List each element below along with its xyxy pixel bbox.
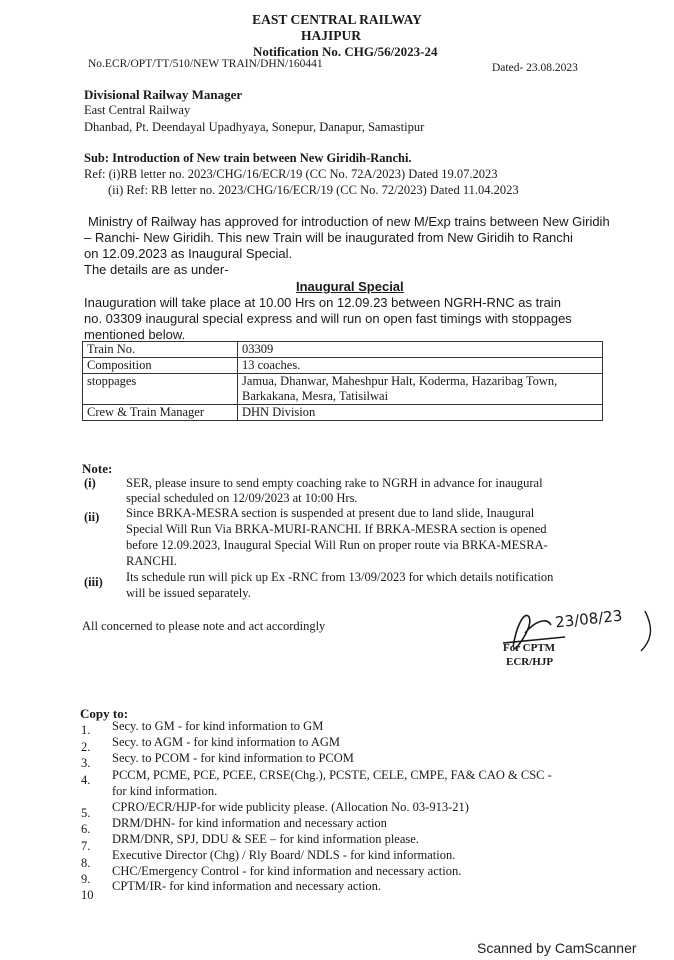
copy-number: 3. xyxy=(81,756,91,770)
table-cell-value xyxy=(238,374,603,405)
place-heading: HAJIPUR xyxy=(301,28,361,43)
subject-line: Sub: Introduction of New train between New Giridih-Ranchi. xyxy=(84,151,412,165)
addressee-places: Dhanbad, Pt. Deendayal Upadhyaya, Sonepur, Danapur, Samastipur xyxy=(84,120,425,134)
copy-item-7: DRM/DNR, SPJ, DDU & SEE – for kind information please. xyxy=(112,832,419,846)
stoppages-line-2: Barkakana, Mesra, Tatisilwai xyxy=(242,389,389,403)
note-number: (i) xyxy=(84,476,96,490)
reference-2: (ii) Ref: RB letter no. 2023/CHG/16/ECR/19 (CC No. 72/2023) Dated 11.04.2023 xyxy=(108,183,519,197)
note-1-line-1: SER, please insure to send empty coaching rake to NGRH in advance for inaugural xyxy=(126,476,543,490)
handwritten-date: 23/08/23 xyxy=(554,606,624,632)
copy-number: 8. xyxy=(81,856,91,870)
table-cell-value: DHN Division xyxy=(238,405,603,421)
copy-number: 10 xyxy=(81,888,94,902)
signature-for: For CPTM xyxy=(503,642,556,654)
copy-item-8: Executive Director (Chg) / Rly Board/ NDLS - for kind information. xyxy=(112,848,456,862)
copy-number: 4. xyxy=(81,773,91,787)
dated: Dated- 23.08.2023 xyxy=(492,62,578,74)
intro-line-3: on 12.09.2023 as Inaugural Special. xyxy=(84,246,293,261)
copy-number: 2. xyxy=(81,740,91,754)
copy-item-3: Secy. to PCOM - for kind information to PCOM xyxy=(112,751,354,765)
copy-item-10: CPTM/IR- for kind information and necessary action. xyxy=(112,879,382,893)
table-cell-label: stoppages xyxy=(83,374,238,405)
inaugural-line-2: no. 03309 inaugural special express and will run on open fast timings with stoppages xyxy=(84,311,572,326)
scanner-watermark: Scanned by CamScanner xyxy=(477,940,637,956)
inaugural-heading: Inaugural Special xyxy=(296,279,404,294)
reference-number: No.ECR/OPT/TT/510/NEW TRAIN/DHN/160441 xyxy=(88,58,323,70)
note-2-line-4: RANCHI. xyxy=(126,554,178,568)
table-row xyxy=(83,342,603,358)
intro-line-1: Ministry of Railway has approved for introduction of new M/Exp trains between New Giridih xyxy=(88,214,610,229)
note-2-line-1: Since BRKA-MESRA section is suspended at present due to land slide, Inaugural xyxy=(126,506,535,520)
table-row xyxy=(83,405,603,421)
copy-item-4: PCCM, PCME, PCE, PCEE, CRSE(Chg.), PCSTE, CELE, CMPE, FA& CAO & CSC - xyxy=(112,768,552,782)
addressee-org: East Central Railway xyxy=(84,103,191,117)
intro-line-2: – Ranchi- New Giridih. This new Train will be inaugurated from New Giridih to Ranchi xyxy=(84,230,573,245)
table-row xyxy=(83,374,603,405)
copy-to-heading: Copy to: xyxy=(80,706,129,721)
notification-number: Notification No. CHG/56/2023-24 xyxy=(253,44,438,59)
table-cell-label: Composition xyxy=(83,358,238,374)
table-cell-value: 13 coaches. xyxy=(238,358,603,374)
copy-item-5: CPRO/ECR/HJP-for wide publicity please. (Allocation No. 03-913-21) xyxy=(112,800,469,814)
closing-line: All concerned to please note and act accordingly xyxy=(82,619,326,633)
note-2-line-2: Special Will Run Via BRKA-MURI-RANCHI. If BRKA-MESRA section is opened xyxy=(126,522,547,536)
note-heading: Note: xyxy=(82,461,113,476)
note-2-line-3: before 12.09.2023, Inaugural Special Will Run on proper route via BRKA-MESRA- xyxy=(126,538,548,552)
intro-line-4: The details are as under- xyxy=(84,262,229,277)
org-heading: EAST CENTRAL RAILWAY xyxy=(252,12,422,27)
stoppages-line-1: Jamua, Dhanwar, Maheshpur Halt, Koderma, Hazaribag Town, xyxy=(242,374,558,388)
details-table xyxy=(82,341,603,421)
copy-item-1: Secy. to GM - for kind information to GM xyxy=(112,719,324,733)
reference-1: Ref: (i)RB letter no. 2023/CHG/16/ECR/19 (CC No. 72A/2023) Dated 19.07.2023 xyxy=(84,167,498,181)
note-number: (iii) xyxy=(84,575,103,589)
note-number: (ii) xyxy=(84,510,100,524)
note-3-line-1: Its schedule run will pick up Ex -RNC from 13/09/2023 for which details notification xyxy=(126,570,554,584)
copy-number: 5. xyxy=(81,806,91,820)
signature-office: ECR/HJP xyxy=(506,656,554,668)
copy-number: 1. xyxy=(81,723,91,737)
table-row xyxy=(83,358,603,374)
copy-number: 6. xyxy=(81,822,91,836)
copy-item-9: CHC/Emergency Control - for kind information and necessary action. xyxy=(112,864,462,878)
copy-item-6: DRM/DHN- for kind information and necessary action xyxy=(112,816,387,830)
inaugural-line-3: mentioned below. xyxy=(84,327,186,342)
copy-number: 9. xyxy=(81,872,91,886)
copy-number: 7. xyxy=(81,839,91,853)
table-cell-label: Train No. xyxy=(83,342,238,358)
table-cell-value: 03309 xyxy=(238,342,603,358)
table-cell-label: Crew & Train Manager xyxy=(83,405,238,421)
addressee-title: Divisional Railway Manager xyxy=(84,87,243,102)
inaugural-line-1: Inauguration will take place at 10.00 Hrs on 12.09.23 between NGRH-RNC as train xyxy=(84,295,561,310)
note-1-line-2: special scheduled on 12/09/2023 at 10:00 Hrs. xyxy=(126,491,358,505)
copy-item-4-cont: for kind information. xyxy=(112,784,218,798)
copy-item-2: Secy. to AGM - for kind information to AGM xyxy=(112,735,340,749)
note-3-line-2: will be issued separately. xyxy=(126,586,251,600)
